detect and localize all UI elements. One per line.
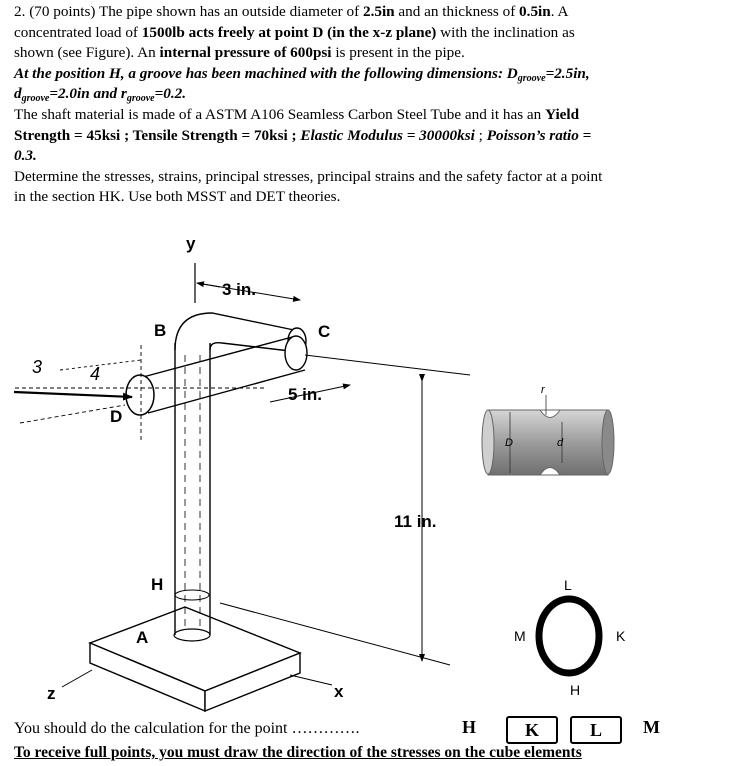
dim-3in-label: 3 in.	[222, 280, 257, 299]
pipe-c-end	[285, 336, 307, 370]
text: with the inclination as	[436, 23, 575, 41]
dim-11in-ext-top	[305, 355, 470, 375]
text: . A	[550, 3, 569, 20]
subscript: groove	[21, 93, 50, 105]
problem-line-4	[14, 64, 730, 85]
text: and an thickness of	[394, 3, 520, 20]
text: Yield	[545, 105, 580, 123]
text: =2.0in and r	[49, 85, 127, 103]
text: At the position H, a groove has been machined with the following dimensions: D	[14, 64, 518, 82]
d-ref-dashed-top	[60, 360, 141, 370]
subscript: groove	[517, 72, 546, 84]
elbow-b-inner	[210, 343, 290, 351]
ratio-4-label: 4	[90, 364, 101, 384]
problem-line-7	[14, 126, 730, 147]
groove-d-label: d	[557, 437, 564, 449]
point-l-option[interactable]: L	[570, 716, 622, 744]
strength-spec: Strength = 45ksi ; Tensile Strength = 70ksi ;	[14, 126, 301, 144]
ratio-3-label: 3	[32, 357, 43, 377]
point-c-label: C	[318, 322, 331, 341]
groove-illustration	[482, 384, 614, 475]
point-k-option[interactable]: K	[506, 716, 558, 744]
point-selection-row	[14, 716, 734, 746]
text: The shaft material is made of a ASTM A106 Seamless Carbon Steel Tube and it has an	[14, 105, 546, 123]
ring-m-label: M	[514, 628, 526, 644]
text: ;	[474, 126, 487, 144]
point-h-label: H	[151, 575, 164, 594]
outside-diameter: 2.5in	[362, 3, 395, 20]
point-a-label: A	[136, 628, 149, 647]
groove-r-label: r	[541, 384, 545, 396]
thickness: 0.5in	[519, 3, 551, 20]
pipe-d-end	[126, 375, 154, 415]
poisson-spec: Poisson’s ratio =	[486, 126, 592, 144]
dim-5in-label: 5 in.	[288, 385, 323, 404]
problem-line-8: 0.3.	[14, 147, 37, 165]
problem-line-6	[14, 105, 730, 126]
z-axis-line	[62, 670, 92, 687]
point-d-label: D	[110, 407, 123, 426]
z-axis-label: z	[47, 684, 56, 703]
text: is present in the pipe.	[331, 44, 465, 62]
load-arrow	[14, 392, 132, 397]
modulus-spec: Elastic Modulus = 30000ksi	[300, 126, 475, 144]
y-axis-label: y	[186, 234, 196, 253]
problem-line-3	[14, 43, 730, 64]
ring-k-label: K	[616, 628, 626, 644]
problem-line-1	[14, 2, 730, 23]
point-m-option[interactable]: M	[643, 717, 660, 737]
x-axis-label: x	[334, 682, 344, 701]
ring-l-label: L	[564, 577, 572, 593]
dim-3in-arrow-left	[197, 283, 220, 287]
text: =2.5in,	[545, 64, 590, 82]
pressure-spec: internal pressure of 600psi	[159, 44, 332, 62]
text: concentrated load of	[14, 23, 142, 41]
x-axis-line	[290, 675, 332, 685]
text: shown (see Figure). An	[14, 44, 160, 62]
pipe-figure	[0, 225, 742, 715]
problem-line-9: Determine the stresses, strains, principal stresses, principal strains and the safety factor at a point	[14, 167, 603, 185]
ring-h-label: H	[570, 682, 581, 698]
point-h-option[interactable]: H	[462, 717, 477, 737]
pipe-cd-bottom	[148, 370, 305, 413]
problem-statement	[14, 2, 730, 208]
problem-line-10: in the section HK. Use both MSST and DET theories.	[14, 188, 341, 206]
point-b-label: B	[154, 321, 167, 340]
subscript: groove	[126, 93, 155, 105]
dim-11in-label: 11 in.	[394, 512, 437, 531]
load-spec: 1500lb acts freely at point D (in the x-z plane)	[141, 23, 437, 41]
problem-line-5	[14, 84, 730, 105]
text: 2. (70 points) The pipe shown has an outside diameter of	[14, 3, 363, 20]
groove-section-ellipse	[175, 590, 209, 600]
text: d	[14, 85, 22, 103]
cross-section-ring	[539, 599, 599, 673]
groove-D-label: D	[505, 437, 513, 449]
problem-line-2	[14, 23, 730, 44]
instruction-note: To receive full points, you must draw the direction of the stresses on the cube elements	[14, 744, 582, 761]
text: =0.2.	[154, 85, 187, 103]
point-prompt: You should do the calculation for the point ………….	[14, 720, 360, 737]
